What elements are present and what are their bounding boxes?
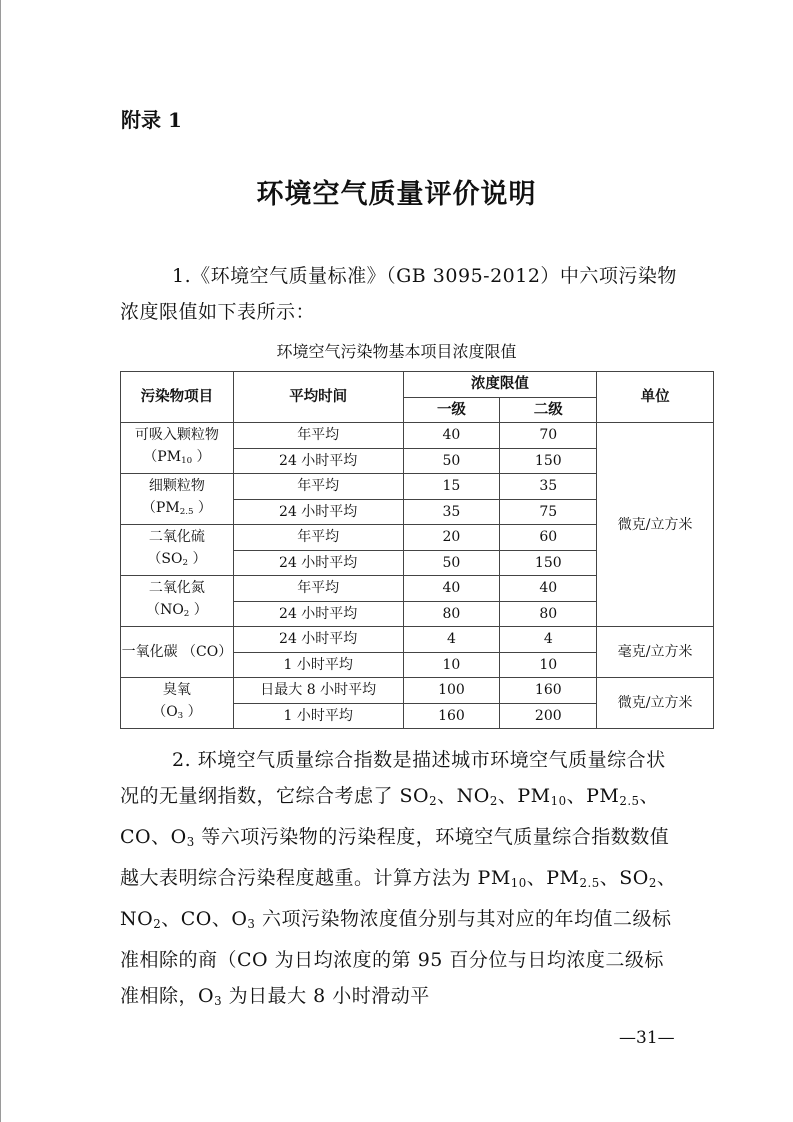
grade2-cell: 150 [500, 550, 597, 576]
table-header-row [121, 372, 714, 398]
table-row [121, 423, 714, 449]
grade1-cell: 80 [403, 601, 500, 627]
time-cell: 年平均 [233, 474, 403, 500]
grade1-cell: 50 [403, 550, 500, 576]
grade2-cell: 200 [500, 703, 597, 729]
grade1-cell: 4 [403, 627, 500, 653]
header-pollutant: 污染物项目 [121, 372, 234, 423]
grade1-cell: 40 [403, 576, 500, 602]
time-cell: 24 小时平均 [233, 499, 403, 525]
grade1-cell: 35 [403, 499, 500, 525]
page-edge-line [0, 0, 1, 1122]
time-cell: 1 小时平均 [233, 703, 403, 729]
time-cell: 年平均 [233, 423, 403, 449]
pollutant-cell: 细颗粒物 （$PM_{2.5}$ ） [121, 474, 234, 525]
time-cell: 年平均 [233, 525, 403, 551]
appendix-label: 附录 1 [121, 108, 182, 132]
time-cell: 日最大 8 小时平均 [233, 678, 403, 704]
grade2-cell: 60 [500, 525, 597, 551]
grade2-cell: 10 [500, 652, 597, 678]
time-cell: 24 小时平均 [233, 448, 403, 474]
grade1-cell: 40 [403, 423, 500, 449]
time-cell: 年平均 [233, 576, 403, 602]
header-avg-time: 平均时间 [233, 372, 403, 423]
grade1-cell: 50 [403, 448, 500, 474]
grade1-cell: 160 [403, 703, 500, 729]
grade2-cell: 160 [500, 678, 597, 704]
time-cell: 24 小时平均 [233, 601, 403, 627]
time-cell: 1 小时平均 [233, 652, 403, 678]
grade2-cell: 35 [500, 474, 597, 500]
table-caption: 环境空气污染物基本项目浓度限值 [276, 342, 517, 361]
pollutant-cell: 可吸入颗粒物 （$PM_{10}$ ） [121, 423, 234, 474]
table-row [121, 627, 714, 653]
page-number: —31— [619, 1028, 675, 1048]
header-unit: 单位 [597, 372, 714, 423]
document-title: 环境空气质量评价说明 [256, 179, 537, 210]
pollutant-cell: 二氧化硫 （$SO_2$ ） [121, 525, 234, 576]
grade1-cell: 10 [403, 652, 500, 678]
pollutant-cell: 二氧化氮 （$NO_2$ ） [121, 576, 234, 627]
unit-cell: 微克/立方米 [597, 423, 714, 627]
unit-cell: 微克/立方米 [597, 678, 714, 729]
grade2-cell: 80 [500, 601, 597, 627]
time-cell: 24 小时平均 [233, 627, 403, 653]
concentration-limits-table [120, 371, 714, 729]
grade2-cell: 40 [500, 576, 597, 602]
header-grade1: 一级 [403, 397, 500, 423]
grade2-cell: 75 [500, 499, 597, 525]
table-row [121, 678, 714, 704]
grade1-cell: 100 [403, 678, 500, 704]
grade1-cell: 15 [403, 474, 500, 500]
pollutant-cell: 一氧化碳 （CO） [121, 627, 234, 678]
header-limit: 浓度限值 [403, 372, 597, 398]
paragraph-1: 1.《环境空气质量标准》（GB 3095-2012）中六项污染物浓度限值如下表所示： [120, 265, 677, 323]
grade2-cell: 4 [500, 627, 597, 653]
pollutant-cell: 臭氧 （$O_3$ ） [121, 678, 234, 729]
time-cell: 24 小时平均 [233, 550, 403, 576]
grade1-cell: 20 [403, 525, 500, 551]
paragraph-2: 2. 环境空气质量综合指数是描述城市环境空气质量综合状 况的无量纲指数，它综合考虑了 $SO_2$、$NO_2$、$PM_{10}$、$PM_{2.5}$、CO、$O_3$ 等六项污染物的污染程度，环境空气质量综合指数数值越大表明综合污染程度越重。计算方法为 $PM_{10}$、$PM_{2.5}$、$SO_2$、$NO_2$、CO、$O_3$ 六项污染物浓度值分别与其对应的年均值二级标准相除的商（CO 为日均浓度的第 95 百分位与日均浓度二级标准相除，$O_3$ 为日最大 8 小时滑动平 [120, 749, 677, 1008]
header-grade2: 二级 [500, 397, 597, 423]
grade2-cell: 150 [500, 448, 597, 474]
unit-cell: 毫克/立方米 [597, 627, 714, 678]
grade2-cell: 70 [500, 423, 597, 449]
